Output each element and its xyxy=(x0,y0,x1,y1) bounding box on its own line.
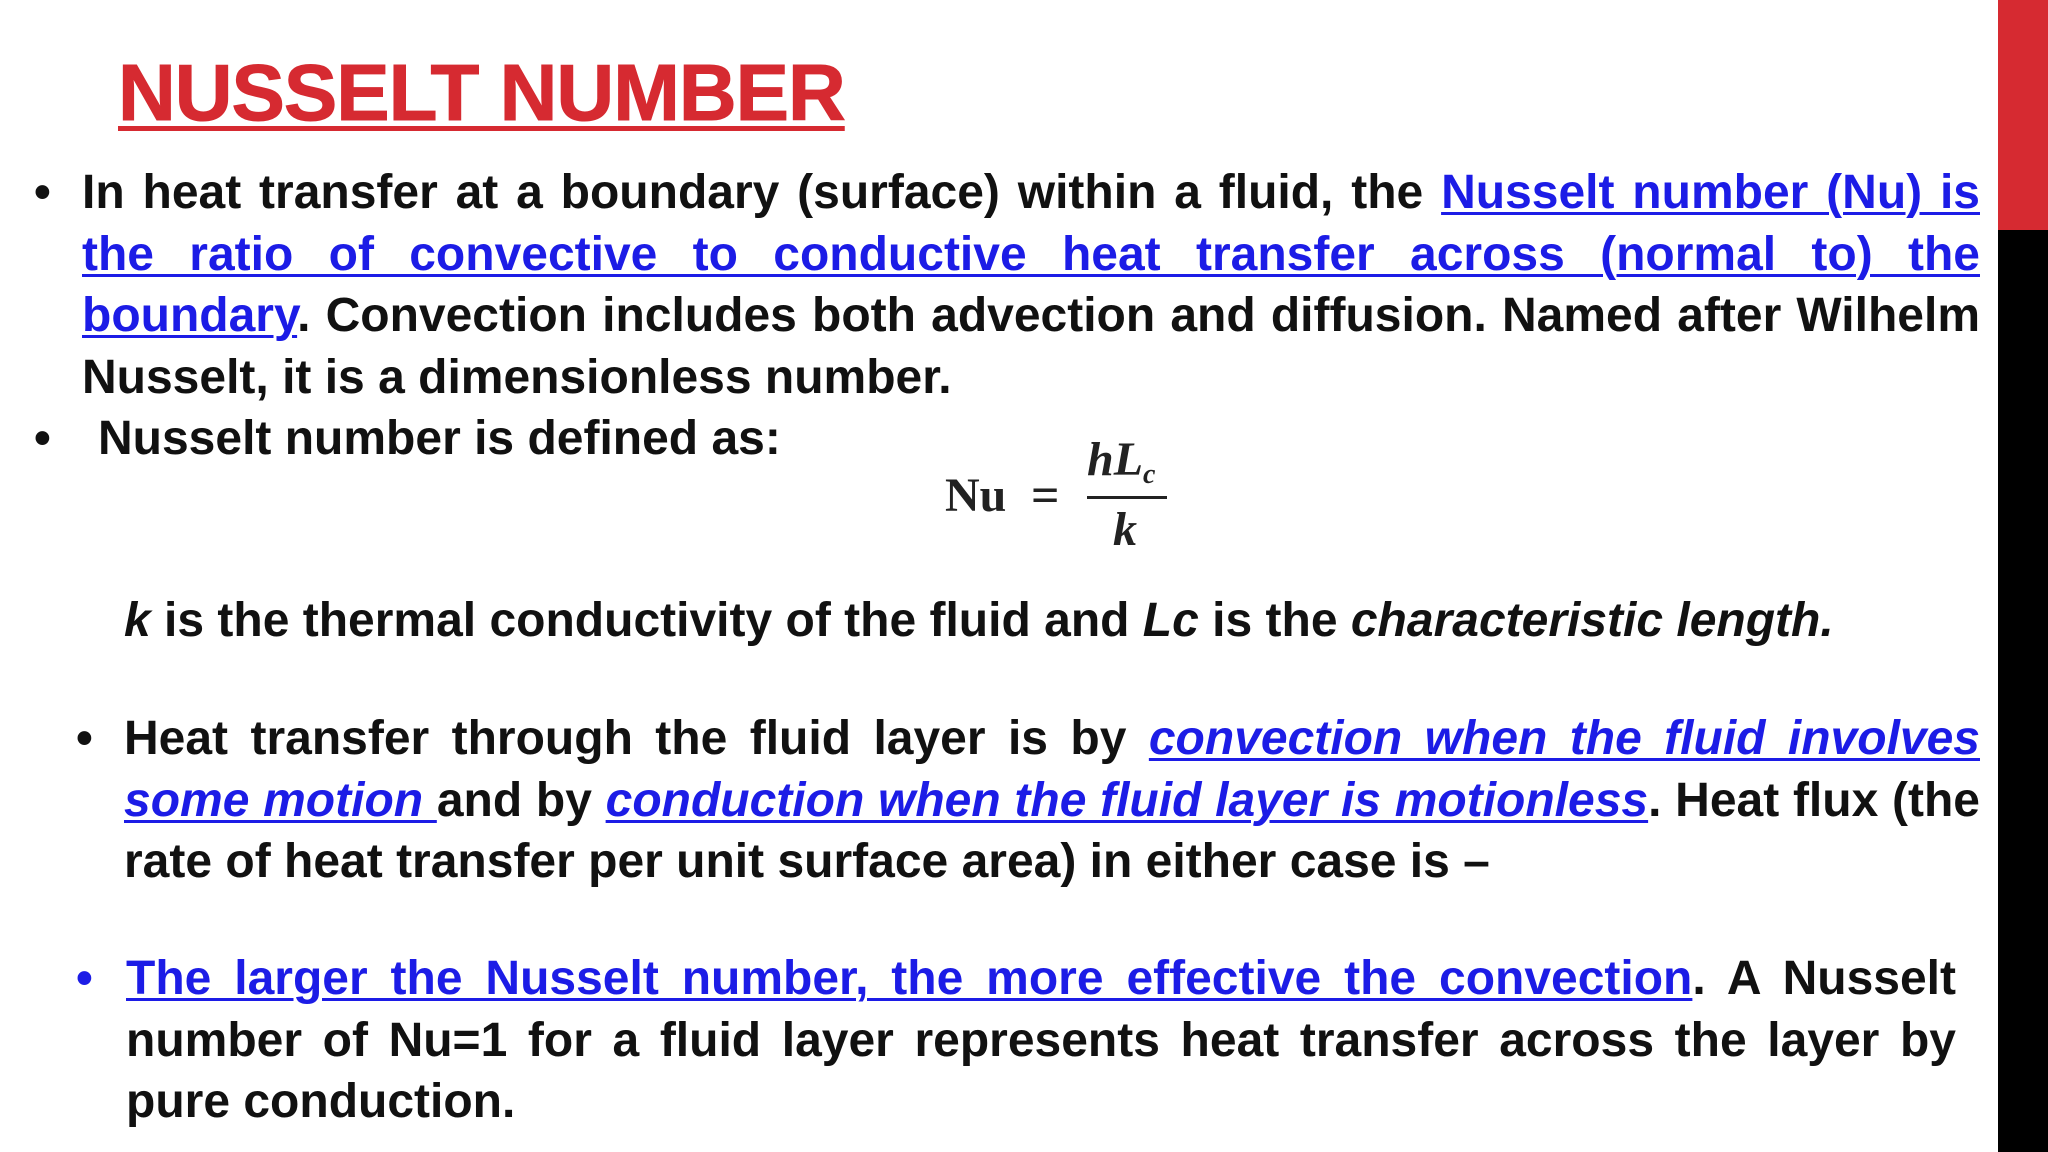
bullet-marker: • xyxy=(76,952,93,1005)
slide-title: NUSSELT NUMBER xyxy=(118,48,845,137)
paragraph-text: is the thermal conductivity of the fluid and xyxy=(150,594,1143,647)
paragraph-text: is the xyxy=(1198,594,1351,647)
paragraph-text: In heat transfer at a boundary (surface) within a fluid, the xyxy=(82,166,1442,219)
bullet-marker: • xyxy=(76,712,93,765)
formula-numerator xyxy=(1087,432,1155,491)
formula-numerator-subscript: c xyxy=(1143,459,1156,490)
formula-denominator: k xyxy=(1113,503,1137,556)
characteristic-length-term: characteristic length. xyxy=(1350,594,1834,647)
paragraph-text: . Heat flux (the rate of heat transfer per unit surface area) in either case is – xyxy=(124,773,1980,888)
paragraph-text: . A Nusselt number of Nu=1 for a fluid layer represents heat transfer across the layer by pure conduction. xyxy=(126,952,1957,1128)
nusselt-definition-link[interactable]: Nusselt number (Nu) is the ratio of convective to conductive heat transfer across (normal to) the boundary xyxy=(82,166,1980,342)
bullet-marker: • xyxy=(34,166,51,219)
fraction-bar xyxy=(1087,496,1167,499)
bullet-marker: • xyxy=(34,412,51,465)
conduction-link[interactable]: conduction when the fluid layer is motionless xyxy=(605,773,1649,827)
paragraph-text: . Convection includes both advection and diffusion. Named after Wilhelm Nusselt, it is a dimensionless number. xyxy=(82,289,1980,404)
paragraph-nusselt-effectiveness xyxy=(126,948,1956,1133)
paragraph-text: Heat transfer through the fluid layer is by xyxy=(124,712,1149,765)
variable-lc: Lc xyxy=(1142,594,1199,647)
paragraph-definition xyxy=(82,162,1980,408)
effectiveness-link[interactable]: The larger the Nusselt number, the more effective the convection xyxy=(126,952,1693,1005)
formula-numerator-text: hL xyxy=(1087,433,1144,486)
paragraph-text: and by xyxy=(436,773,606,827)
paragraph-defined-as: Nusselt number is defined as: xyxy=(98,412,781,465)
formula-equals: = xyxy=(1031,467,1060,523)
accent-bar-red xyxy=(1998,0,2048,230)
paragraph-variables xyxy=(124,590,2004,652)
convection-link[interactable]: convection when the fluid involves some motion xyxy=(124,712,1980,827)
paragraph-heat-transfer xyxy=(124,708,1980,893)
accent-bar-black xyxy=(1998,230,2048,1152)
variable-k: k xyxy=(124,594,151,647)
formula-lhs: Nu xyxy=(945,469,1007,522)
